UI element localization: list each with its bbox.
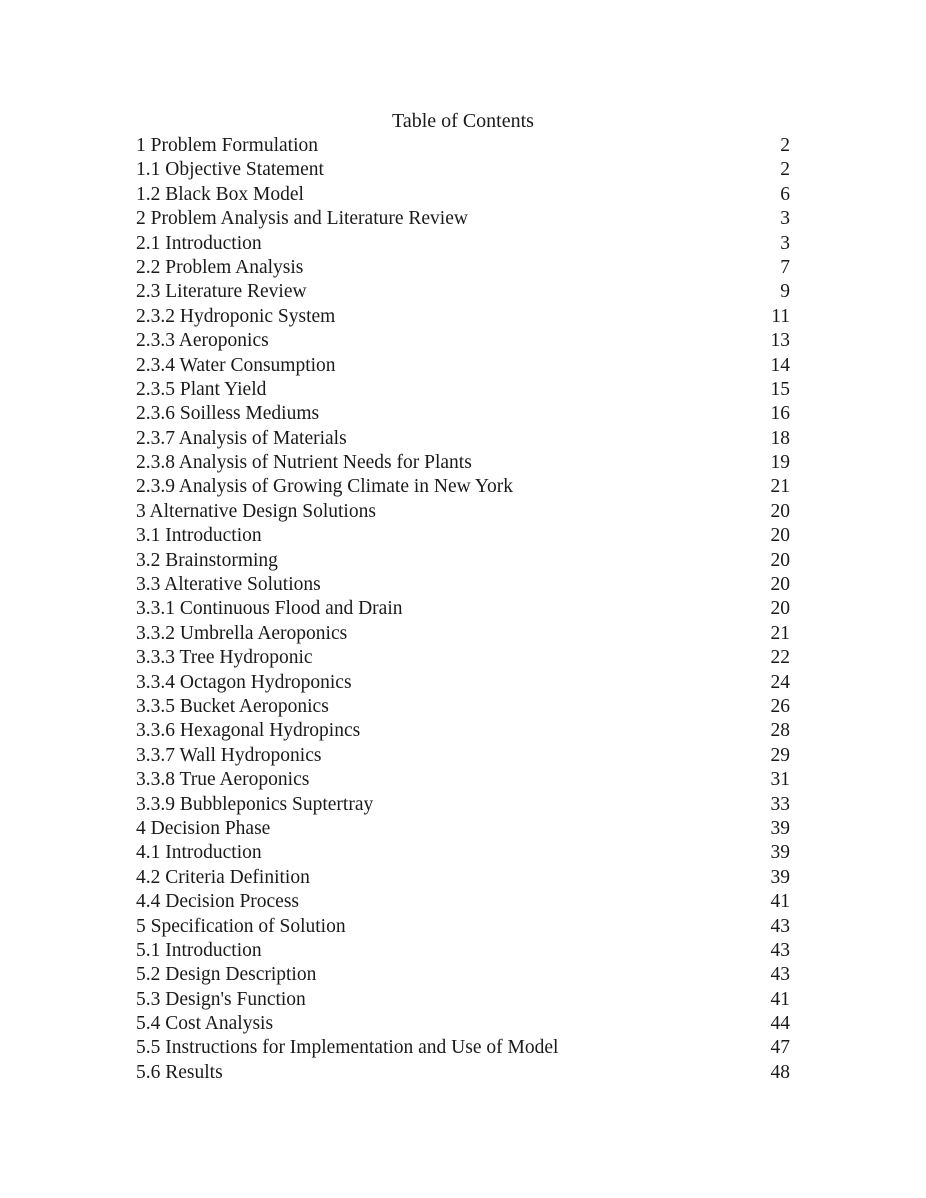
toc-entry-label: 1 Problem Formulation bbox=[136, 135, 318, 156]
toc-entry-label: 2.2 Problem Analysis bbox=[136, 256, 304, 278]
toc-entry-label: 3.3.7 Wall Hydroponics bbox=[136, 744, 322, 766]
toc-entry-label: 5 Specification of Solution bbox=[136, 915, 346, 937]
toc-title: Table of Contents bbox=[392, 110, 534, 132]
toc-entry bbox=[136, 744, 790, 768]
toc-entry bbox=[136, 475, 790, 499]
toc-entry-label: 2.3 Literature Review bbox=[136, 281, 307, 303]
toc-entry-page-number: 47 bbox=[770, 1037, 790, 1059]
toc-entry-page-number: 20 bbox=[770, 549, 790, 571]
toc-entry-page-number: 43 bbox=[770, 915, 790, 937]
toc-entry-label: 3.3.6 Hexagonal Hydropincs bbox=[136, 720, 361, 742]
toc-entry bbox=[136, 305, 790, 329]
toc-entry-page-number: 2 bbox=[780, 135, 790, 156]
toc-entry-label: 3.1 Introduction bbox=[136, 525, 262, 547]
toc-entry bbox=[136, 817, 790, 841]
toc-entry bbox=[136, 378, 790, 402]
toc-entry bbox=[136, 134, 790, 158]
toc-entry-page-number: 11 bbox=[771, 305, 790, 327]
toc-entry bbox=[136, 793, 790, 817]
toc-entry-page-number: 7 bbox=[780, 256, 790, 278]
toc-entry-page-number: 20 bbox=[770, 598, 790, 620]
toc-entry-label: 5.5 Instructions for Implementation and Use of Model bbox=[136, 1037, 559, 1059]
toc-entry-page-number: 39 bbox=[770, 842, 790, 864]
toc-entry-page-number: 15 bbox=[770, 378, 790, 400]
toc-entry bbox=[136, 939, 790, 963]
toc-entry-page-number: 9 bbox=[780, 281, 790, 303]
toc-entry bbox=[136, 841, 790, 865]
toc-entry-label: 2.3.5 Plant Yield bbox=[136, 378, 267, 400]
toc-entry-label: 4 Decision Phase bbox=[136, 817, 271, 839]
toc-entry-page-number: 20 bbox=[770, 500, 790, 522]
toc-entry-page-number: 13 bbox=[770, 330, 790, 352]
toc-entry-page-number: 3 bbox=[780, 232, 790, 254]
toc-entry-page-number: 18 bbox=[770, 427, 790, 449]
toc-entry bbox=[136, 402, 790, 426]
toc-entry-label: 3.3.4 Octagon Hydroponics bbox=[136, 671, 352, 693]
toc-entry bbox=[136, 158, 790, 182]
toc-entry-label: 1.1 Objective Statement bbox=[136, 159, 324, 181]
toc-entry-page-number: 21 bbox=[770, 476, 790, 498]
toc-entry-page-number: 2 bbox=[780, 159, 790, 181]
toc-entry-page-number: 31 bbox=[770, 769, 790, 791]
toc-entry-page-number: 19 bbox=[770, 452, 790, 474]
toc-entry bbox=[136, 1036, 790, 1060]
toc-entry bbox=[136, 963, 790, 987]
toc-entry bbox=[136, 427, 790, 451]
toc-entry-page-number: 43 bbox=[770, 964, 790, 986]
toc-entry bbox=[136, 671, 790, 695]
toc-entry bbox=[136, 451, 790, 475]
toc-entry-page-number: 28 bbox=[770, 720, 790, 742]
toc-entry-label: 2.3.8 Analysis of Nutrient Needs for Plants bbox=[136, 452, 472, 474]
toc-entry-page-number: 33 bbox=[770, 793, 790, 815]
toc-entry bbox=[136, 524, 790, 548]
toc-entry-page-number: 14 bbox=[770, 354, 790, 376]
toc-entry-page-number: 41 bbox=[770, 891, 790, 913]
toc-entry bbox=[136, 354, 790, 378]
toc-entry-label: 2.3.3 Aeroponics bbox=[136, 330, 269, 352]
toc-entry bbox=[136, 280, 790, 304]
toc-entry-label: 2.1 Introduction bbox=[136, 232, 262, 254]
toc-entry bbox=[136, 183, 790, 207]
toc-entry-label: 3.2 Brainstorming bbox=[136, 549, 278, 571]
toc-entry-page-number: 24 bbox=[770, 671, 790, 693]
toc-entry bbox=[136, 719, 790, 743]
toc-entry-label: 2 Problem Analysis and Literature Review bbox=[136, 208, 468, 230]
toc-entry-label: 3.3.5 Bucket Aeroponics bbox=[136, 695, 329, 717]
toc-entry-label: 2.3.2 Hydroponic System bbox=[136, 305, 336, 327]
toc-entry-label: 3.3 Alterative Solutions bbox=[136, 574, 321, 596]
toc-entry-label: 3.3.9 Bubbleponics Suptertray bbox=[136, 793, 374, 815]
toc-entry bbox=[136, 597, 790, 621]
toc-entry-label: 5.1 Introduction bbox=[136, 939, 262, 961]
toc-entry-label: 5.2 Design Description bbox=[136, 964, 317, 986]
toc-list bbox=[136, 134, 790, 1085]
toc-entry-page-number: 3 bbox=[780, 208, 790, 230]
toc-entry bbox=[136, 866, 790, 890]
toc-entry-label: 2.3.6 Soilless Mediums bbox=[136, 403, 320, 425]
toc-entry-page-number: 22 bbox=[770, 647, 790, 669]
toc-entry bbox=[136, 256, 790, 280]
toc-entry bbox=[136, 915, 790, 939]
toc-entry bbox=[136, 573, 790, 597]
toc-entry bbox=[136, 500, 790, 524]
toc-entry bbox=[136, 646, 790, 670]
toc-entry bbox=[136, 622, 790, 646]
toc-entry bbox=[136, 549, 790, 573]
toc-entry-label: 5.4 Cost Analysis bbox=[136, 1013, 274, 1035]
toc-entry bbox=[136, 695, 790, 719]
toc-entry-page-number: 29 bbox=[770, 744, 790, 766]
toc-entry-label: 3.3.8 True Aeroponics bbox=[136, 769, 310, 791]
toc-entry-label: 3.3.1 Continuous Flood and Drain bbox=[136, 598, 403, 620]
toc-entry bbox=[136, 207, 790, 231]
toc-entry bbox=[136, 232, 790, 256]
toc-entry-label: 3.3.3 Tree Hydroponic bbox=[136, 647, 313, 669]
toc-entry bbox=[136, 1012, 790, 1036]
toc-entry-page-number: 20 bbox=[770, 574, 790, 596]
toc-entry-page-number: 39 bbox=[770, 866, 790, 888]
toc-entry-page-number: 20 bbox=[770, 525, 790, 547]
toc-entry-page-number: 16 bbox=[770, 403, 790, 425]
toc-entry bbox=[136, 1061, 790, 1085]
toc-entry-label: 1.2 Black Box Model bbox=[136, 183, 304, 205]
toc-entry-label: 2.3.7 Analysis of Materials bbox=[136, 427, 347, 449]
toc-entry-label: 4.2 Criteria Definition bbox=[136, 866, 310, 888]
toc-entry bbox=[136, 768, 790, 792]
toc-entry-label: 3.3.2 Umbrella Aeroponics bbox=[136, 622, 348, 644]
toc-entry-label: 3 Alternative Design Solutions bbox=[136, 500, 376, 522]
toc-entry-page-number: 39 bbox=[770, 817, 790, 839]
toc-entry-label: 4.1 Introduction bbox=[136, 842, 262, 864]
toc-entry bbox=[136, 988, 790, 1012]
toc-entry-page-number: 6 bbox=[780, 183, 790, 205]
toc-entry-page-number: 44 bbox=[770, 1013, 790, 1035]
toc-entry-label: 2.3.9 Analysis of Growing Climate in New York bbox=[136, 476, 513, 498]
toc-entry-label: 5.6 Results bbox=[136, 1061, 223, 1083]
toc-entry-label: 4.4 Decision Process bbox=[136, 891, 300, 913]
toc-entry-label: 5.3 Design's Function bbox=[136, 988, 306, 1010]
toc-entry-label: 2.3.4 Water Consumption bbox=[136, 354, 336, 376]
toc-entry-page-number: 48 bbox=[770, 1061, 790, 1083]
toc-entry-page-number: 21 bbox=[770, 622, 790, 644]
toc-entry-page-number: 41 bbox=[770, 988, 790, 1010]
toc-entry bbox=[136, 890, 790, 914]
toc-entry-page-number: 26 bbox=[770, 695, 790, 717]
toc-entry bbox=[136, 329, 790, 353]
toc-entry-page-number: 43 bbox=[770, 939, 790, 961]
